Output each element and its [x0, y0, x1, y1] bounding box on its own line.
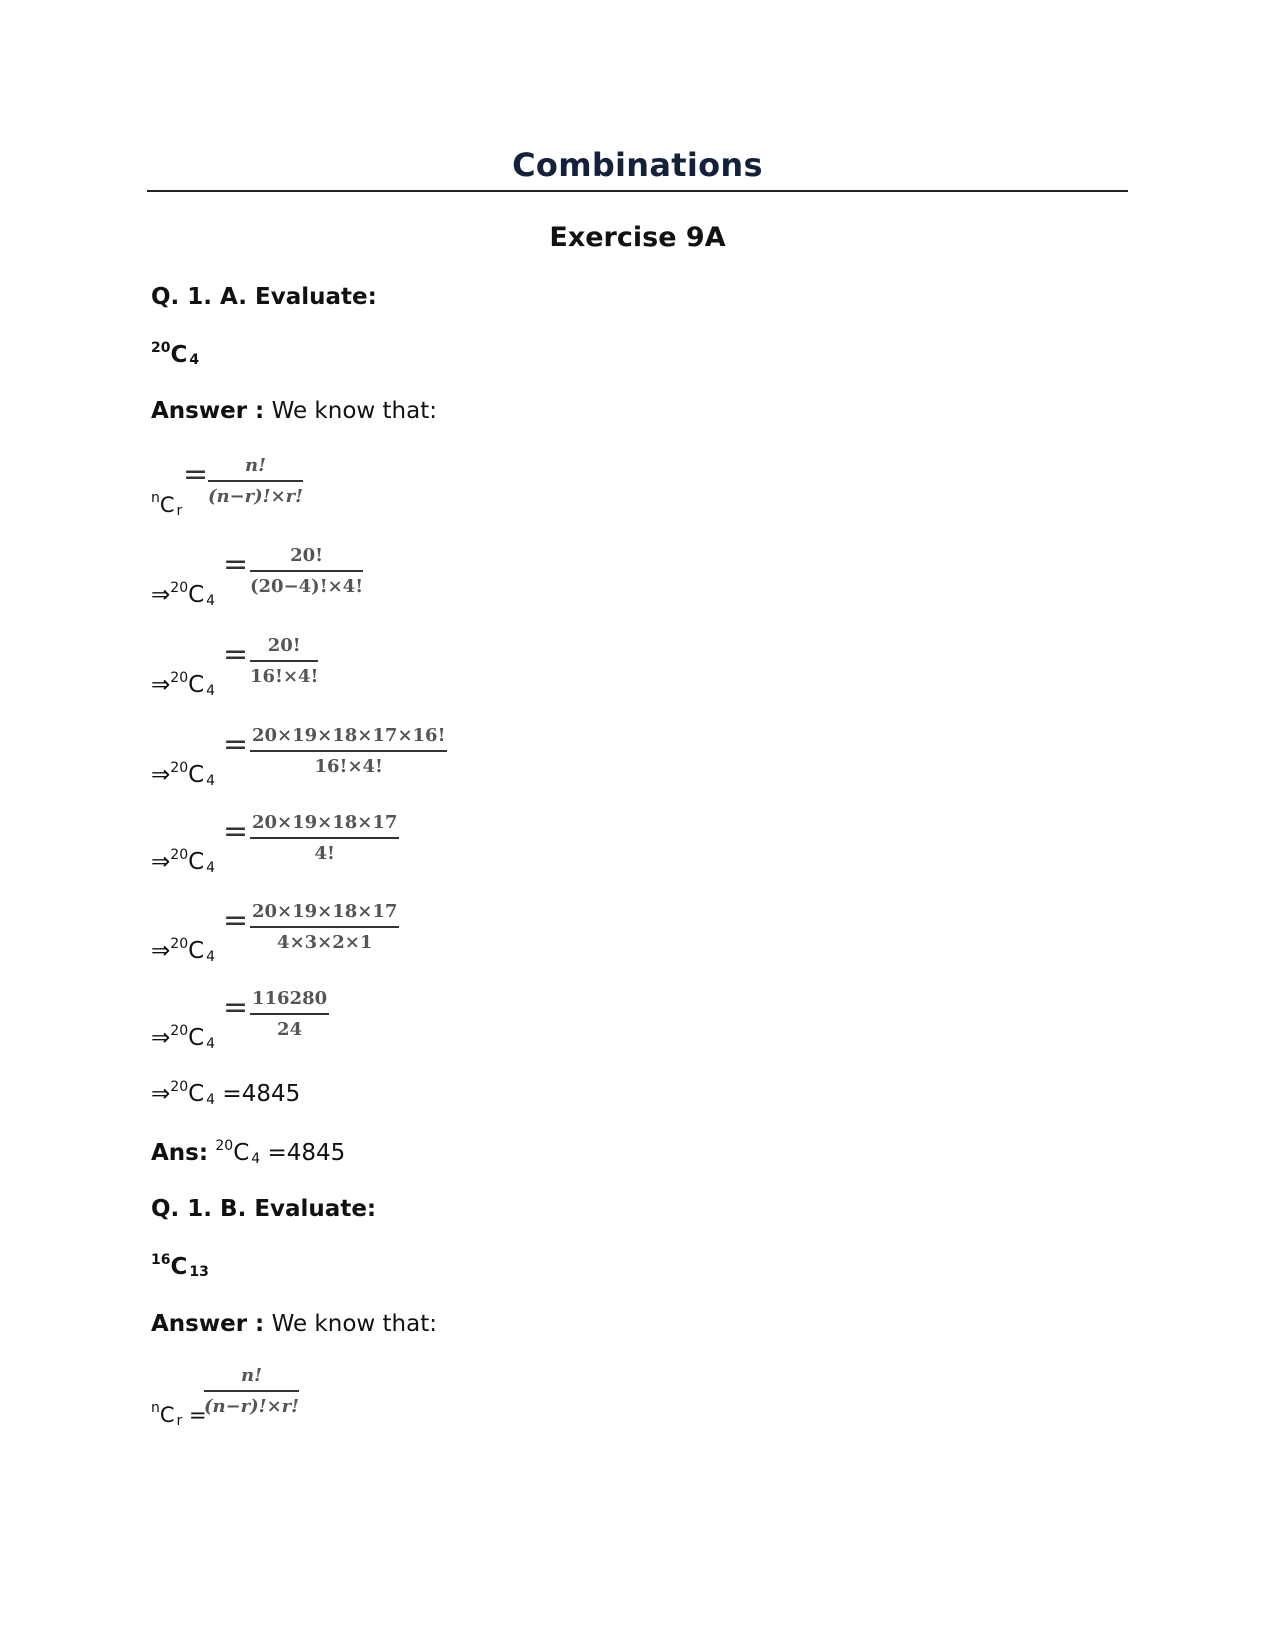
step-fraction: $\frac{20\times 19\times 18\times 17}{4!}$ [252, 812, 398, 864]
equals-sign: = [223, 990, 249, 1025]
final-answer-1a: Ans: $^{20}$C $_4$ =4845 [151, 1138, 346, 1167]
answer-text: We know that: [264, 398, 437, 424]
equals-sign: = [223, 903, 249, 938]
equals-sign: = [183, 457, 209, 492]
implies-arrow: ⇒ [151, 938, 171, 964]
question-1b-expression: $^{16}$C $_{13}$ [151, 1252, 209, 1280]
formula-ncr-1b: $^n$C $_r$ = $\frac{n!}{(n-r)!\times r!}$ [151, 1365, 300, 1429]
answer-label: Answer : [151, 398, 265, 424]
step-row: ⇒$^{20}$C $_4$ = $\frac{20!}{(20-4)!\times 4!}$ [151, 545, 364, 609]
fraction-denominator: (n−r)!×r! [208, 486, 304, 507]
question-1a-expression [151, 340, 199, 368]
step-fraction: $\frac{20\times 19\times 18\times 17}{4\times 3\times 2\times 1}$ [252, 901, 398, 953]
answer-text: We know that: [264, 1311, 437, 1337]
question-1b-heading: Q. 1. B. Evaluate: [151, 1196, 377, 1222]
final-answer-value: 4845 [286, 1140, 346, 1166]
formula-lhs: $^n$C $_r$ [151, 490, 183, 519]
answer-label: Answer : [151, 1311, 265, 1337]
answer-1a-intro [151, 398, 437, 424]
formula-fraction: $\frac{n!}{(n-r)!\times r!}$ [204, 1365, 300, 1417]
step-fraction: $\frac{20!}{16!\times 4!}$ [250, 635, 319, 687]
expr-r: 4 [189, 352, 200, 368]
result-value: 4845 [241, 1081, 301, 1107]
step-fraction: $\frac{20\times 19\times 18\times 17\times 16!}{16!\times 4!}$ [252, 725, 446, 777]
expr-c: C [170, 342, 188, 368]
formula-ncr [151, 455, 751, 525]
final-answer-label: Ans: [151, 1140, 209, 1166]
implies-arrow: ⇒ [151, 1025, 171, 1051]
equals-sign: = [223, 727, 249, 762]
answer-1b-intro [151, 1311, 437, 1337]
implies-arrow: ⇒ [151, 672, 171, 698]
step-row: ⇒$^{20}$C $_4$ = $\frac{20\times 19\times 18\times 17}{4\times 3\times 2\times 1}$ [151, 901, 398, 965]
page-title: Combinations [512, 146, 763, 184]
expr-n: 20 [151, 340, 171, 356]
equals-sign: = [223, 637, 249, 672]
step-result: ⇒$^{20}$C $_4$ =4845 [151, 1079, 301, 1108]
step-row: ⇒$^{20}$C $_4$ = $\frac{20!}{16!\times 4!}$ [151, 635, 319, 699]
implies-arrow: ⇒ [151, 1081, 171, 1107]
title-divider [147, 190, 1128, 192]
implies-arrow: ⇒ [151, 849, 171, 875]
equals-sign: = [223, 547, 249, 582]
implies-arrow: ⇒ [151, 762, 171, 788]
formula-fraction [208, 455, 303, 508]
step-fraction: $\frac{20!}{(20-4)!\times 4!}$ [250, 545, 364, 597]
fraction-numerator: n! [208, 455, 303, 482]
step-row: ⇒$^{20}$C $_4$ = $\frac{20\times 19\times 18\times 17}{4!}$ [151, 812, 398, 876]
question-1a-heading: Q. 1. A. Evaluate: [151, 284, 377, 310]
exercise-heading: Exercise 9A [549, 222, 726, 253]
step-row: ⇒$^{20}$C $_4$ = $\frac{20\times 19\times 18\times 17\times 16!}{16!\times 4!}$ [151, 725, 446, 789]
implies-arrow: ⇒ [151, 582, 171, 608]
step-row: ⇒$^{20}$C $_4$ = $\frac{116280}{24}$ [151, 988, 328, 1052]
equals-sign: = [223, 814, 249, 849]
step-fraction: $\frac{116280}{24}$ [252, 988, 328, 1040]
